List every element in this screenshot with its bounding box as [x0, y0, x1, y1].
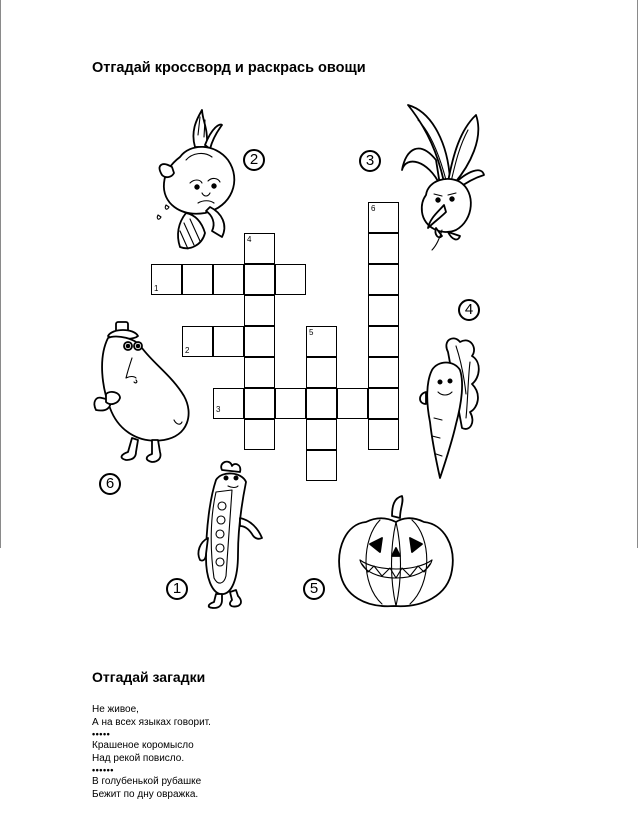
- crossword-cell[interactable]: [306, 357, 337, 388]
- crossword-cell[interactable]: [275, 264, 306, 295]
- radish-illustration: [398, 100, 488, 250]
- crossword-cell[interactable]: [244, 388, 275, 419]
- picture-number-badge: 6: [99, 473, 121, 495]
- crossword-cell[interactable]: [275, 388, 306, 419]
- crossword-cell[interactable]: [244, 264, 275, 295]
- page-title: Отгадай кроссворд и раскрась овощи: [92, 60, 366, 76]
- riddles-list: [92, 704, 211, 801]
- crossword-cell[interactable]: [244, 419, 275, 450]
- crossword-cell[interactable]: [244, 295, 275, 326]
- crossword-cell[interactable]: [368, 419, 399, 450]
- picture-number-badge: 4: [458, 299, 480, 321]
- riddle-separator: ••••••: [92, 765, 114, 775]
- crossword-cell[interactable]: [306, 419, 337, 450]
- crossword-cell[interactable]: [213, 264, 244, 295]
- crossword-cell[interactable]: [337, 388, 368, 419]
- riddle-2-line-2: Над рекой повисло.: [92, 752, 185, 764]
- clue-number-6: 6: [371, 204, 376, 213]
- crossword-cell[interactable]: [244, 357, 275, 388]
- crossword-cell[interactable]: [306, 450, 337, 481]
- crossword-cell[interactable]: [368, 357, 399, 388]
- crossword-cell[interactable]: [368, 295, 399, 326]
- clue-number-5: 5: [309, 328, 314, 337]
- onion-illustration: [150, 105, 245, 255]
- crossword-cell[interactable]: [213, 388, 244, 419]
- clue-number-3: 3: [216, 405, 221, 414]
- picture-number-badge: 3: [359, 150, 381, 172]
- riddle-separator: •••••: [92, 729, 111, 739]
- crossword-cell[interactable]: [368, 264, 399, 295]
- picture-number-badge: 5: [303, 578, 325, 600]
- eggplant-illustration: [88, 318, 198, 468]
- crossword-cell[interactable]: [182, 264, 213, 295]
- pumpkin-illustration: [336, 494, 456, 610]
- crossword-cell[interactable]: [368, 326, 399, 357]
- riddle-3-line-2: Бежит по дну овражка.: [92, 788, 199, 800]
- clue-number-4: 4: [247, 235, 252, 244]
- pea-pod-illustration: [188, 458, 268, 610]
- riddle-3-line-1: В голубенькой рубашке: [92, 776, 202, 787]
- crossword-cell[interactable]: [368, 388, 399, 419]
- frame-left-line: [0, 0, 1, 548]
- crossword-cell[interactable]: [213, 326, 244, 357]
- clue-number-1: 1: [154, 284, 159, 293]
- riddle-1-line-2: А на всех языках говорит.: [92, 716, 211, 728]
- crossword-cell[interactable]: [368, 233, 399, 264]
- riddle-2-line-1: Крашеное коромысло: [92, 740, 194, 751]
- picture-number-badge: 1: [166, 578, 188, 600]
- riddle-1-line-1: Не живое,: [92, 704, 139, 715]
- carrot-illustration: [414, 332, 486, 482]
- riddles-title: Отгадай загадки: [92, 669, 206, 685]
- picture-number-badge: 2: [243, 149, 265, 171]
- clue-number-2: 2: [185, 346, 190, 355]
- crossword-cell[interactable]: [306, 388, 337, 419]
- crossword-cell[interactable]: [244, 326, 275, 357]
